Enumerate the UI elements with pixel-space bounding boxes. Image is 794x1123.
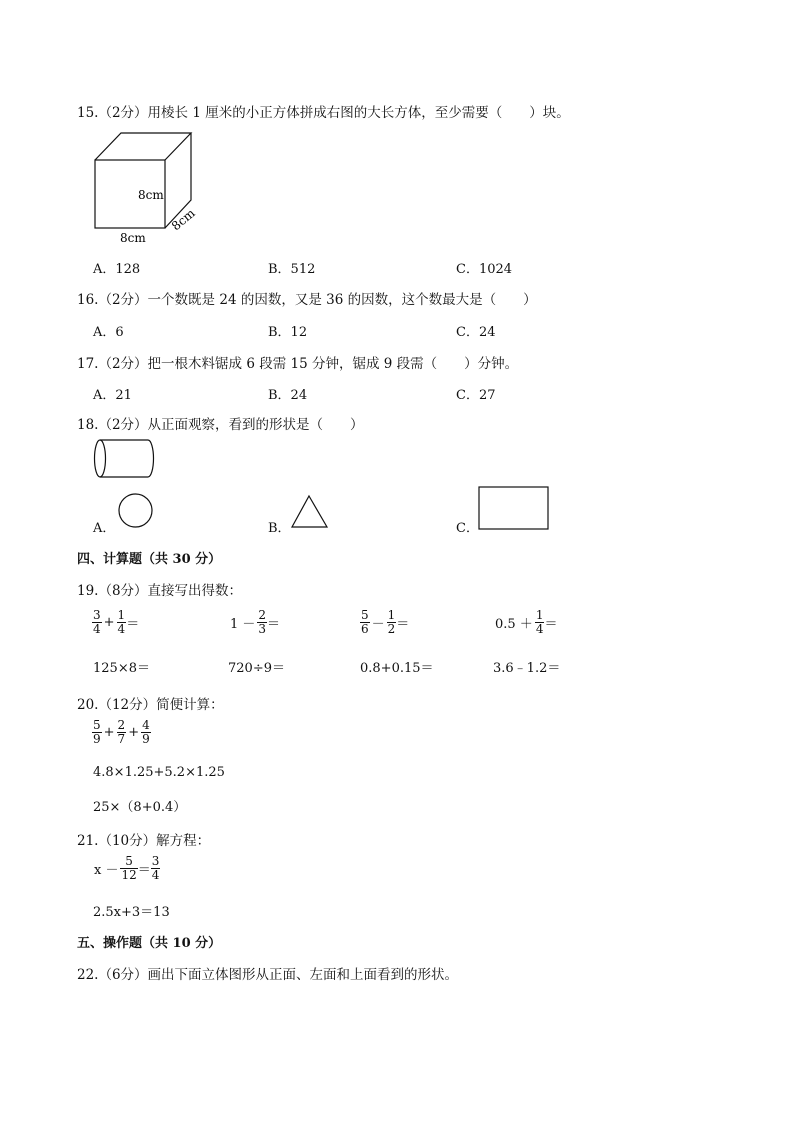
section-4-title: 四、计算题（共 30 分） xyxy=(77,552,222,567)
q21-text: 21.（10分）解方程： xyxy=(77,833,211,849)
q21-equation-2: 2.5x+3＝13 xyxy=(93,905,170,920)
cube-label-width: 8cm xyxy=(120,231,146,245)
q20-text: 20.（12分）简便计算： xyxy=(77,697,224,713)
q16-option-a[interactable]: A．6 xyxy=(93,325,124,340)
q18-option-b[interactable]: B． xyxy=(268,521,291,536)
q19-expr-2: 1 － $\frac{2}{3}$ ＝ xyxy=(230,608,281,636)
q19-expr-6: 720÷9＝ xyxy=(228,661,285,676)
q19-expr-4: 0.5 ＋ $\frac{1}{4}$ ＝ xyxy=(495,608,558,636)
q16-option-c[interactable]: C．24 xyxy=(456,325,496,340)
cube-label-height: 8cm xyxy=(138,188,164,202)
q15-option-b[interactable]: B．512 xyxy=(268,262,316,277)
q20-expr-3: 25×（8+0.4） xyxy=(93,800,187,815)
q20-expr-2: 4.8×1.25+5.2×1.25 xyxy=(93,765,225,780)
q15-option-c[interactable]: C．1024 xyxy=(456,262,513,277)
q16-option-b[interactable]: B．12 xyxy=(268,325,308,340)
q19-expr-3: $\frac{5}{6}$ － $\frac{1}{2}$ ＝ xyxy=(361,608,410,636)
rectangle-shape[interactable] xyxy=(477,485,551,531)
cube-label-depth: 8cm xyxy=(168,206,198,234)
q19-expr-5: 125×8＝ xyxy=(93,661,150,676)
q17-option-a[interactable]: A．21 xyxy=(93,388,132,403)
q19-expr-7: 0.8+0.15＝ xyxy=(360,661,434,676)
q22-text: 22.（6分）画出下面立体图形从正面、左面和上面看到的形状。 xyxy=(77,967,459,983)
q18-option-c[interactable]: C． xyxy=(456,521,479,536)
q18-text: 18.（2分）从正面观察，看到的形状是（ ） xyxy=(77,417,364,433)
q17-text: 17.（2分）把一根木料锯成 6 段需 15 分钟，锯成 9 段需（ ）分钟。 xyxy=(77,356,519,372)
q17-option-b[interactable]: B．24 xyxy=(268,388,308,403)
q19-expr-1: $\frac{3}{4}$ + $\frac{1}{4}$ ＝ xyxy=(93,608,140,636)
section-5-title: 五、操作题（共 10 分） xyxy=(77,936,222,951)
cylinder-figure xyxy=(92,438,156,480)
cube-figure xyxy=(88,128,218,248)
q16-text: 16.（2分）一个数既是 24 的因数，又是 36 的因数，这个数最大是（ ） xyxy=(77,292,537,308)
q19-text: 19.（8分）直接写出得数： xyxy=(77,583,243,599)
q20-expr-1: $\frac{5}{9}$ + $\frac{2}{7}$ + $\frac{4}{9}$ xyxy=(93,718,150,746)
q18-option-a[interactable]: A． xyxy=(93,521,116,536)
q15-text: 15.（2分）用棱长 1 厘米的小正方体拼成右图的大长方体，至少需要（ ）块。 xyxy=(77,105,570,121)
q21-equation-1: x － $\frac{5}{12}$ ＝ $\frac{3}{4}$ xyxy=(94,854,160,882)
triangle-shape[interactable] xyxy=(290,494,330,530)
q19-expr-8: 3.6﹣1.2＝ xyxy=(493,661,561,676)
q17-option-c[interactable]: C．27 xyxy=(456,388,496,403)
q15-option-a[interactable]: A．128 xyxy=(93,262,141,277)
circle-shape[interactable] xyxy=(115,493,157,529)
